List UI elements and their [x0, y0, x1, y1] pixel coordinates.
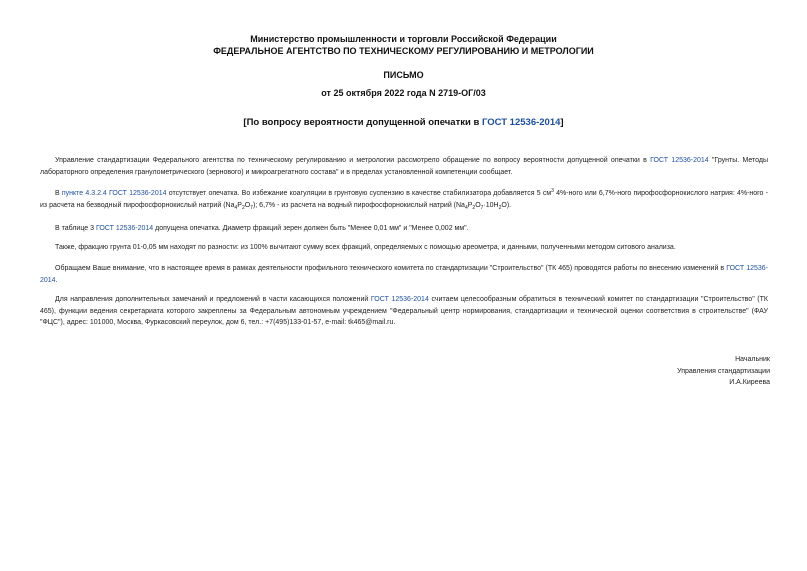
formula-part: ·10H: [483, 201, 499, 209]
clause-text-3: 4%-ного или 6,7%-ного пирофосфорнокислого натрия: 4%-ного - из расчета на безводный пирофосфорнокислый натрий (Na: [40, 190, 768, 209]
paragraph-attention: [40, 263, 768, 286]
formula-subscript: 2: [498, 204, 502, 211]
document-date-number: от 25 октября 2022 года N 2719-ОГ/03: [321, 88, 486, 98]
formula-part: O).: [501, 201, 512, 209]
formula-subscript: 7: [250, 204, 253, 211]
formula-subscript: 2: [241, 204, 245, 211]
formula-part: P: [467, 201, 473, 209]
document-type: ПИСЬМО: [383, 70, 424, 80]
agency-line: ФЕДЕРАЛЬНОЕ АГЕНТСТВО ПО ТЕХНИЧЕСКОМУ РЕГУЛИРОВАНИЮ И МЕТРОЛОГИИ: [213, 46, 594, 56]
intro-text-2: "Грунты. Методы лабораторного определения гранулометрического (зернового) и микроагрегатного состава" и в пределах установленной компетенции сообщает.: [40, 157, 768, 176]
formula-subscript: 4: [234, 204, 238, 211]
formula-subscript: 7: [480, 204, 484, 211]
table-typo-text-2: допущена опечатка. Диаметр фракций зерен должен быть "Менее 0,01 мм" и "Менее 0,002 мм".: [153, 225, 469, 232]
signature-position: Начальник: [735, 356, 770, 363]
paragraph-table-typo: [40, 223, 768, 235]
subject-suffix: ]: [560, 117, 564, 128]
intro-text: Управление стандартизации Федерального агентства по техническому регулированию и метрологии рассмотрело обращение по вопросу вероятности допущенной опечатки в: [55, 157, 651, 164]
contacts-text: Для направления дополнительных замечаний и предложений в части касающихся положений: [55, 296, 371, 303]
signature-block: [677, 354, 770, 389]
contacts-text-2: считаем целесообразным обратиться в технический комитет по стандартизации "Строительство" (ТК 465), функции ведения секретариата которого закреплены за Федеральным автономным учреждением "Федеральный центр нормирования, стандартизации и технической оценки соответствия в строительстве" (ФАУ "ФЦС"), адрес: 101000, Москва, Фуркасовский переулок, дом 6, тел.: +7(495)133-01-57, e-mail: tk465@mail.ru.: [40, 296, 768, 326]
signature-name: И.А.Киреева: [729, 379, 770, 386]
table-typo-gost-link[interactable]: ГОСТ 12536-2014: [95, 225, 154, 232]
clause-text: В: [55, 190, 62, 197]
document-subject: [0, 117, 807, 128]
subject-prefix: [По вопросу вероятности допущенной опечатки в: [243, 117, 482, 128]
attention-text-2: .: [55, 276, 58, 284]
clause-point-link[interactable]: пункте 4.3.2.4: [61, 190, 107, 197]
attention-text: Обращаем Ваше внимание, что в настоящее время в рамках деятельности профильного технического комитета по стандартизации "Строительство" (ТК 465) проводятся работы по внесению изменений в: [55, 265, 727, 272]
formula-part: P: [237, 201, 242, 209]
clause-text-4: ); 6,7% - из расчета на водный пирофосфорнокислый натрий (Na: [252, 201, 465, 209]
clause-text-2: отсутствует опечатка. Во избежание коагуляции в грунтовую суспензию в качестве стабилизатора добавляется 5 см: [166, 190, 552, 197]
clause-gost-link[interactable]: ГОСТ 12536-2014: [109, 190, 167, 197]
formula-part: O: [244, 201, 251, 209]
formula-part: O: [475, 201, 481, 209]
paragraph-contacts: [40, 294, 768, 329]
ministry-line: Министерство промышленности и торговли Российской Федерации: [250, 34, 557, 44]
formula-subscript: 4: [464, 204, 468, 211]
contacts-gost-link[interactable]: ГОСТ 12536-2014: [370, 296, 429, 303]
paragraph-fraction: Также, фракцию грунта 01-0,05 мм находят по разности: из 100% вычитают сумму всех фракций, определяемых с помощью ареометра, и данными, полученными методом ситового анализа.: [55, 244, 676, 251]
intro-gost-link[interactable]: ГОСТ 12536-2014: [650, 157, 709, 164]
signature-department: Управления стандартизации: [677, 367, 770, 375]
attention-gost-link[interactable]: ГОСТ 12536-2014: [40, 265, 768, 284]
table-typo-text: В таблице 3: [55, 225, 96, 232]
cm3-superscript: 3: [551, 188, 554, 194]
paragraph-intro: [40, 155, 768, 178]
paragraph-clause: [40, 186, 768, 214]
subject-gost-link[interactable]: ГОСТ 12536-2014: [481, 117, 561, 128]
formula-subscript: 2: [472, 204, 476, 211]
